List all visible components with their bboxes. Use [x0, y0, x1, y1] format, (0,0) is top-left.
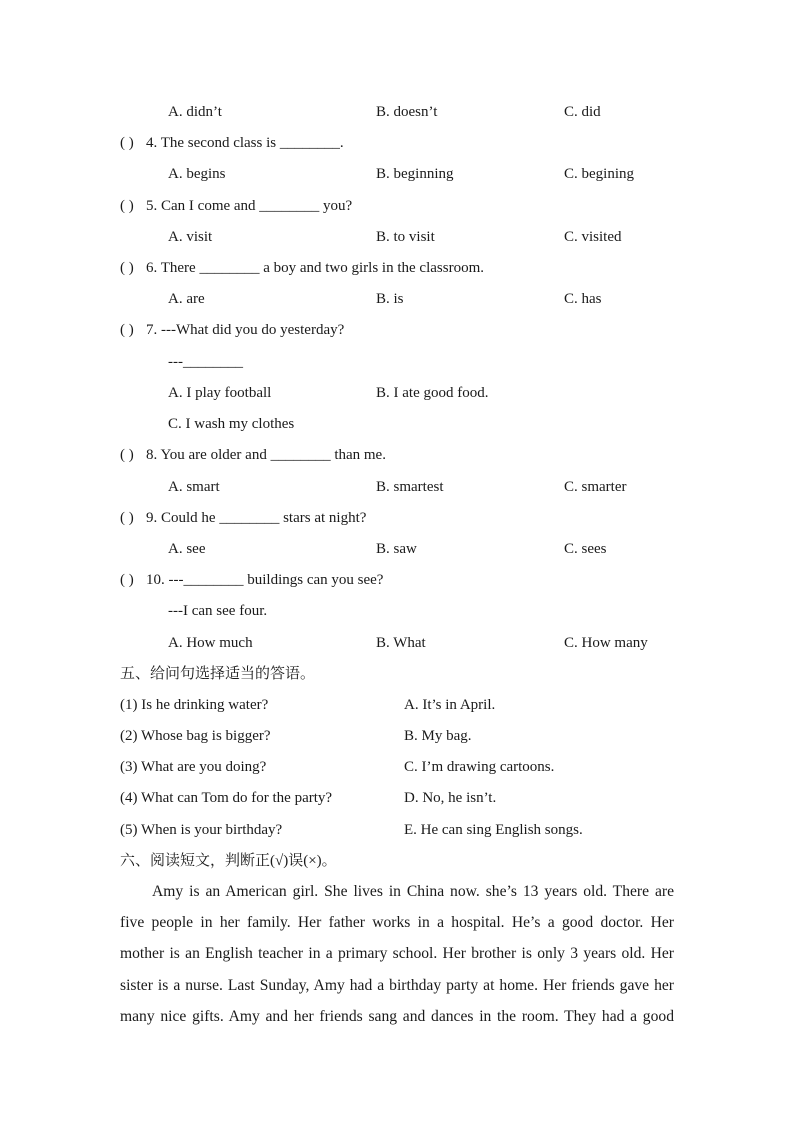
answer-paren[interactable]: ( )	[120, 510, 134, 526]
question-text: 10. ---________ buildings can you see?	[146, 572, 384, 588]
answer-paren[interactable]: ( )	[120, 135, 134, 151]
match-question-5: (5) When is your birthday?	[120, 822, 283, 838]
match-question-1: (1) Is he drinking water?	[120, 697, 269, 713]
q8-option-a: A. smart	[168, 479, 220, 495]
q7-option-c: C. I wash my clothes	[168, 416, 295, 432]
section-6-heading: 六、阅读短文，判断正(√)误(×)。	[120, 853, 337, 869]
question-6	[120, 259, 484, 277]
q5-option-c: C. visited	[564, 229, 622, 245]
passage-line: five people in her family. Her father works in a hospital. He’s a good doctor. Her	[120, 914, 674, 932]
question-9	[120, 509, 366, 527]
match-question-2: (2) Whose bag is bigger?	[120, 728, 271, 744]
question-5	[120, 197, 352, 215]
q10-option-b: B. What	[376, 635, 426, 651]
answer-paren[interactable]: ( )	[120, 260, 134, 276]
question-text: 5. Can I come and ________ you?	[146, 198, 353, 214]
answer-paren[interactable]: ( )	[120, 198, 134, 214]
match-answer-c: C. I’m drawing cartoons.	[404, 759, 555, 775]
q7-answer-line: ---________	[168, 354, 243, 370]
question-text: 6. There ________ a boy and two girls in the classroom.	[146, 260, 484, 276]
question-text: 7. ---What did you do yesterday?	[146, 322, 345, 338]
question-text: 9. Could he ________ stars at night?	[146, 510, 367, 526]
passage-line: many nice gifts. Amy and her friends sang and dances in the room. They had a good	[120, 1007, 674, 1025]
q6-option-a: A. are	[168, 291, 205, 307]
passage-line: sister is a nurse. Last Sunday, Amy had a birthday party at home. Her friends gave her	[120, 976, 674, 994]
q10-answer-line: ---I can see four.	[168, 603, 268, 619]
q4-option-a: A. begins	[168, 166, 226, 182]
q9-option-a: A. see	[168, 541, 206, 557]
question-text: 4. The second class is ________.	[146, 135, 344, 151]
question-8	[120, 446, 386, 464]
q4-option-b: B. beginning	[376, 166, 454, 182]
q10-option-c: C. How many	[564, 635, 648, 651]
match-answer-a: A. It’s in April.	[404, 697, 496, 713]
q7-option-b: B. I ate good food.	[376, 385, 489, 401]
answer-paren[interactable]: ( )	[120, 572, 134, 588]
q4-option-c: C. begining	[564, 166, 634, 182]
q8-option-c: C. smarter	[564, 479, 627, 495]
match-question-3: (3) What are you doing?	[120, 759, 267, 775]
q9-option-b: B. saw	[376, 541, 417, 557]
q6-option-b: B. is	[376, 291, 404, 307]
q5-option-b: B. to visit	[376, 229, 435, 245]
match-answer-b: B. My bag.	[404, 728, 472, 744]
q9-option-c: C. sees	[564, 541, 607, 557]
q6-option-c: C. has	[564, 291, 602, 307]
reading-passage	[120, 876, 674, 1032]
match-answer-e: E. He can sing English songs.	[404, 822, 583, 838]
q7-option-a: A. I play football	[168, 385, 272, 401]
q10-option-a: A. How much	[168, 635, 253, 651]
answer-paren[interactable]: ( )	[120, 447, 134, 463]
q3-option-b: B. doesn’t	[376, 104, 438, 120]
question-text: 8. You are older and ________ than me.	[146, 447, 386, 463]
match-answer-d: D. No, he isn’t.	[404, 790, 497, 806]
q5-option-a: A. visit	[168, 229, 213, 245]
q8-option-b: B. smartest	[376, 479, 444, 495]
q3-option-c: C. did	[564, 104, 601, 120]
passage-line: mother is an English teacher in a primary school. Her brother is only 3 years old. Her	[120, 945, 674, 963]
passage-line: Amy is an American girl. She lives in China now. she’s 13 years old. There are	[152, 883, 674, 900]
question-7	[120, 321, 344, 339]
question-10	[120, 571, 383, 589]
question-4	[120, 134, 344, 152]
match-question-4: (4) What can Tom do for the party?	[120, 790, 333, 806]
answer-paren[interactable]: ( )	[120, 322, 134, 338]
q3-option-a: A. didn’t	[168, 104, 222, 120]
section-5-heading: 五、给问句选择适当的答语。	[120, 666, 316, 682]
